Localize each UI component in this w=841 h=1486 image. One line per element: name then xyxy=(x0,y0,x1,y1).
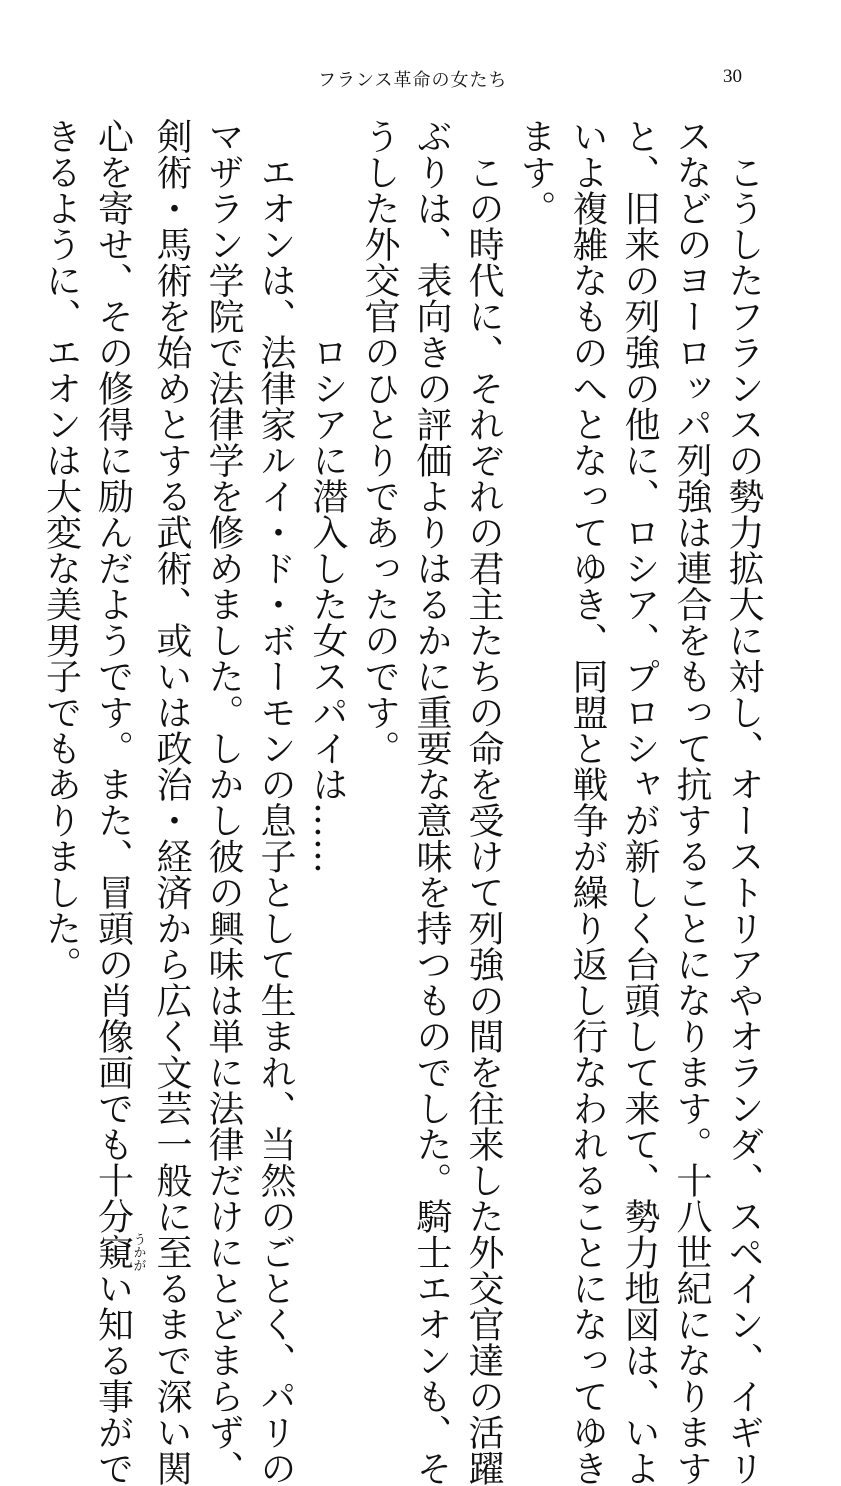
text-column: きるように、エオンは大変な美男子でもありました。 xyxy=(40,118,82,982)
text-column: うした外交官のひとりであったのです。 xyxy=(359,118,400,766)
text-segment: 心を寄せ、その修得に励んだようです。また、冒頭の肖像画でも十分 xyxy=(92,118,134,1234)
running-header-title: フランス革命の女たち xyxy=(318,70,508,91)
text-column: いよ複雑なものへとなってゆき、同盟と戦争が繰り返し行なわれることになってゆき xyxy=(567,118,608,1486)
text-column: こうしたフランスの勢力拡大に対し、オーストリアやオランダ、スペイン、イギリ xyxy=(723,154,764,1486)
page-number: 30 xyxy=(723,66,742,87)
text-column-with-ruby xyxy=(87,118,146,1486)
vertical-body-text xyxy=(40,118,769,1486)
text-column: と、旧来の列強の他に、ロシア、プロシャが新しく台頭して来て、勢力地図は、いよ xyxy=(619,118,660,1486)
ruby-annotation xyxy=(92,1232,146,1272)
ruby-reading: うかが xyxy=(130,1232,146,1272)
text-column: ぶりは、表向きの評価よりはるかに重要な意味を持つものでした。騎士エオンも、そ xyxy=(411,118,452,1486)
text-column: ます。 xyxy=(515,118,556,226)
text-column: 剣術・馬術を始めとする武術、或いは政治・経済から広く文芸一般に至るまで深い関 xyxy=(151,118,192,1486)
text-segment: い知る事がで xyxy=(92,1270,134,1486)
text-column: スなどのヨーロッパ列強は連合をもって抗することになります。十八世紀になります xyxy=(671,118,712,1486)
text-column: マザラン学院で法律学を修めました。しかし彼の興味は単に法律だけにとどまらず、 xyxy=(203,118,244,1486)
text-column: エオンは、法律家ルイ・ド・ボーモンの息子として生まれ、当然のごとく、パリの xyxy=(255,154,296,1486)
text-column: この時代に、それぞれの君主たちの命を受けて列強の間を往来した外交官達の活躍 xyxy=(463,154,504,1486)
section-heading: ロシアに潜入した女スパイは…… xyxy=(307,334,348,874)
ruby-base: 窺 xyxy=(92,1232,134,1272)
